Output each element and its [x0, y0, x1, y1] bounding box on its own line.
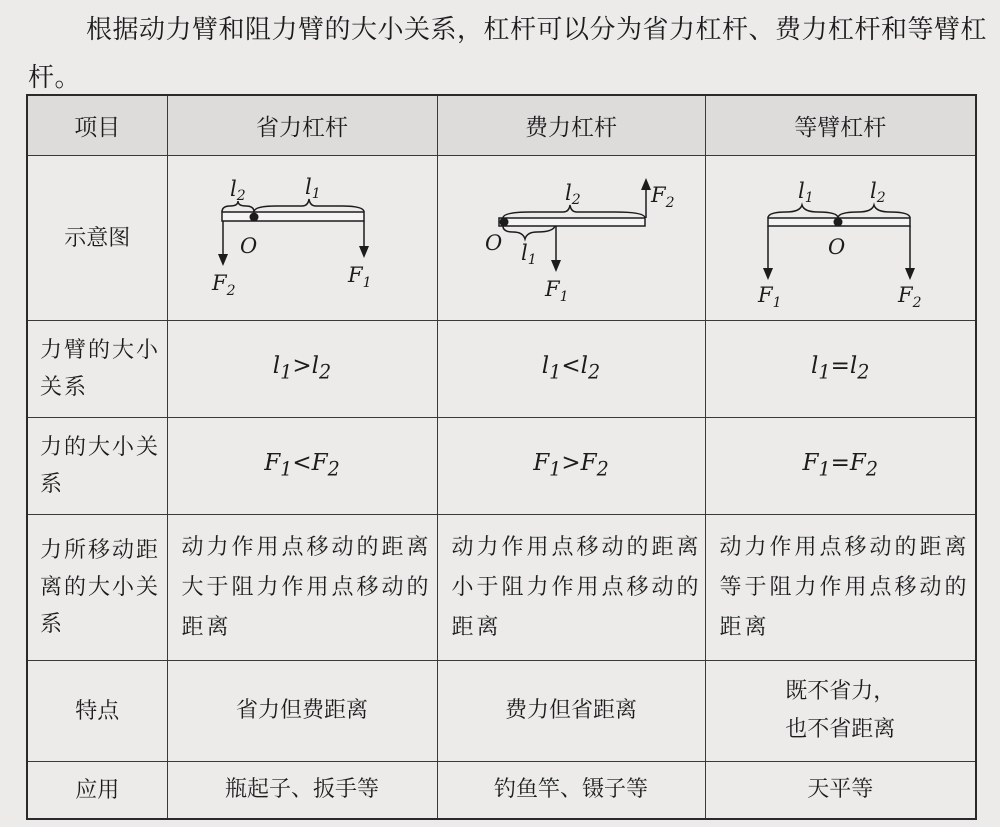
- row-label-application: 应用: [27, 762, 167, 820]
- table-header-row: [27, 95, 976, 156]
- lever-bar: [499, 218, 645, 226]
- arrow-F2: [218, 254, 228, 266]
- svg-text:F2: $F_2$: [651, 183, 675, 211]
- arrow-F2: [641, 178, 651, 190]
- application-col2: 钓鱼竿、镊子等: [437, 762, 705, 820]
- label-O: O: [485, 231, 503, 255]
- svg-text:l2: l2: [565, 181, 581, 208]
- label-F2: F: [898, 283, 913, 307]
- feature-col1: 省力但费距离: [167, 661, 437, 762]
- diagram-equal-arm-cell: [705, 156, 976, 321]
- svg-text:l2: l2: [230, 177, 246, 204]
- label-O: O: [828, 235, 846, 259]
- label-l1: l: [305, 175, 312, 199]
- label-l1: l: [798, 179, 805, 203]
- arm-relation-col3: $l_1=l_2$: [705, 321, 976, 418]
- diagram-force-saving-cell: [167, 156, 437, 321]
- fulcrum-dot: [834, 218, 843, 227]
- label-F1: F: [348, 263, 363, 287]
- arrow-F1: [763, 268, 773, 280]
- label-l2: l: [565, 181, 572, 205]
- header-item: 项目: [27, 95, 167, 156]
- row-label-feature: 特点: [27, 661, 167, 762]
- svg-text:F1: $F_1$: [758, 283, 782, 311]
- arrow-F1: [359, 246, 369, 258]
- table-row: [27, 661, 976, 762]
- feature-col2: 费力但省距离: [437, 661, 705, 762]
- table-row: [27, 762, 976, 820]
- label-l1: l: [521, 241, 528, 265]
- fulcrum-dot: [250, 213, 259, 222]
- feature-col3-line2: 也不省距离: [785, 717, 896, 742]
- brace-l2: [838, 205, 910, 218]
- table-row: [27, 515, 976, 661]
- lever-bar: [222, 212, 364, 221]
- row-label-force-relation: 力的大小关系: [27, 418, 167, 515]
- svg-text:F1: $F_1$: [348, 263, 372, 291]
- table-row: [27, 321, 976, 418]
- fulcrum-dot: [500, 218, 509, 227]
- brace-l1: [503, 226, 555, 239]
- row-label-diagram: 示意图: [27, 156, 167, 321]
- diagram-force-saving-lever: [202, 168, 402, 308]
- brace-l1: [768, 205, 838, 218]
- label-F2: F: [651, 183, 666, 207]
- arm-relation-col2: $l_1<l_2$: [437, 321, 705, 418]
- distance-col3: 动力作用点移动的距离等于阻力作用点移动的距离: [705, 515, 976, 661]
- intro-paragraph: 根据动力臂和阻力臂的大小关系，杠杆可以分为省力杠杆、费力杠杆和等臂杠杆。: [28, 15, 988, 93]
- lever-comparison-table: [26, 94, 977, 820]
- svg-text:F1: $F_1$: [545, 277, 569, 305]
- distance-col1: 动力作用点移动的距离大于阻力作用点移动的距离: [167, 515, 437, 661]
- distance-col2: 动力作用点移动的距离小于阻力作用点移动的距离: [437, 515, 705, 661]
- arm-relation-col1: $l_1>l_2$: [167, 321, 437, 418]
- svg-text:l1: l1: [305, 175, 321, 202]
- label-l2: l: [230, 177, 237, 201]
- arrow-F1: [551, 260, 561, 272]
- diagram-equal-arm-lever: [740, 168, 940, 311]
- svg-text:l2: l2: [870, 179, 886, 206]
- label-O: O: [240, 234, 258, 258]
- feature-col3-line1: 既不省力，: [785, 679, 896, 704]
- label-l2: l: [870, 179, 877, 203]
- feature-col3: [705, 661, 976, 762]
- brace-l1: [254, 199, 364, 212]
- label-F1: F: [758, 283, 773, 307]
- table-row: [27, 418, 976, 515]
- diagram-force-costing-lever: [471, 168, 675, 308]
- label-F2: F: [212, 271, 227, 295]
- svg-text:F2: $F_2$: [212, 271, 236, 299]
- row-label-arm-relation: 力臂的大小关系: [27, 321, 167, 418]
- diagram-force-costing-cell: [437, 156, 705, 321]
- application-col1: 瓶起子、扳手等: [167, 762, 437, 820]
- arrow-F2: [905, 268, 915, 280]
- svg-text:F2: $F_2$: [898, 283, 922, 311]
- header-equal-arm-lever: 等臂杠杆: [705, 95, 976, 156]
- label-F1: F: [545, 277, 560, 301]
- application-col3: 天平等: [705, 762, 976, 820]
- force-relation-col2: $F_1>F_2$: [437, 418, 705, 515]
- svg-text:l1: l1: [798, 179, 814, 206]
- svg-text:l1: l1: [521, 241, 537, 268]
- header-force-costing-lever: 费力杠杆: [437, 95, 705, 156]
- force-relation-col1: $F_1<F_2$: [167, 418, 437, 515]
- header-force-saving-lever: 省力杠杆: [167, 95, 437, 156]
- row-label-distance-relation: 力所移动距离的大小关系: [27, 515, 167, 661]
- force-relation-col3: $F_1=F_2$: [705, 418, 976, 515]
- table-row: [27, 156, 976, 321]
